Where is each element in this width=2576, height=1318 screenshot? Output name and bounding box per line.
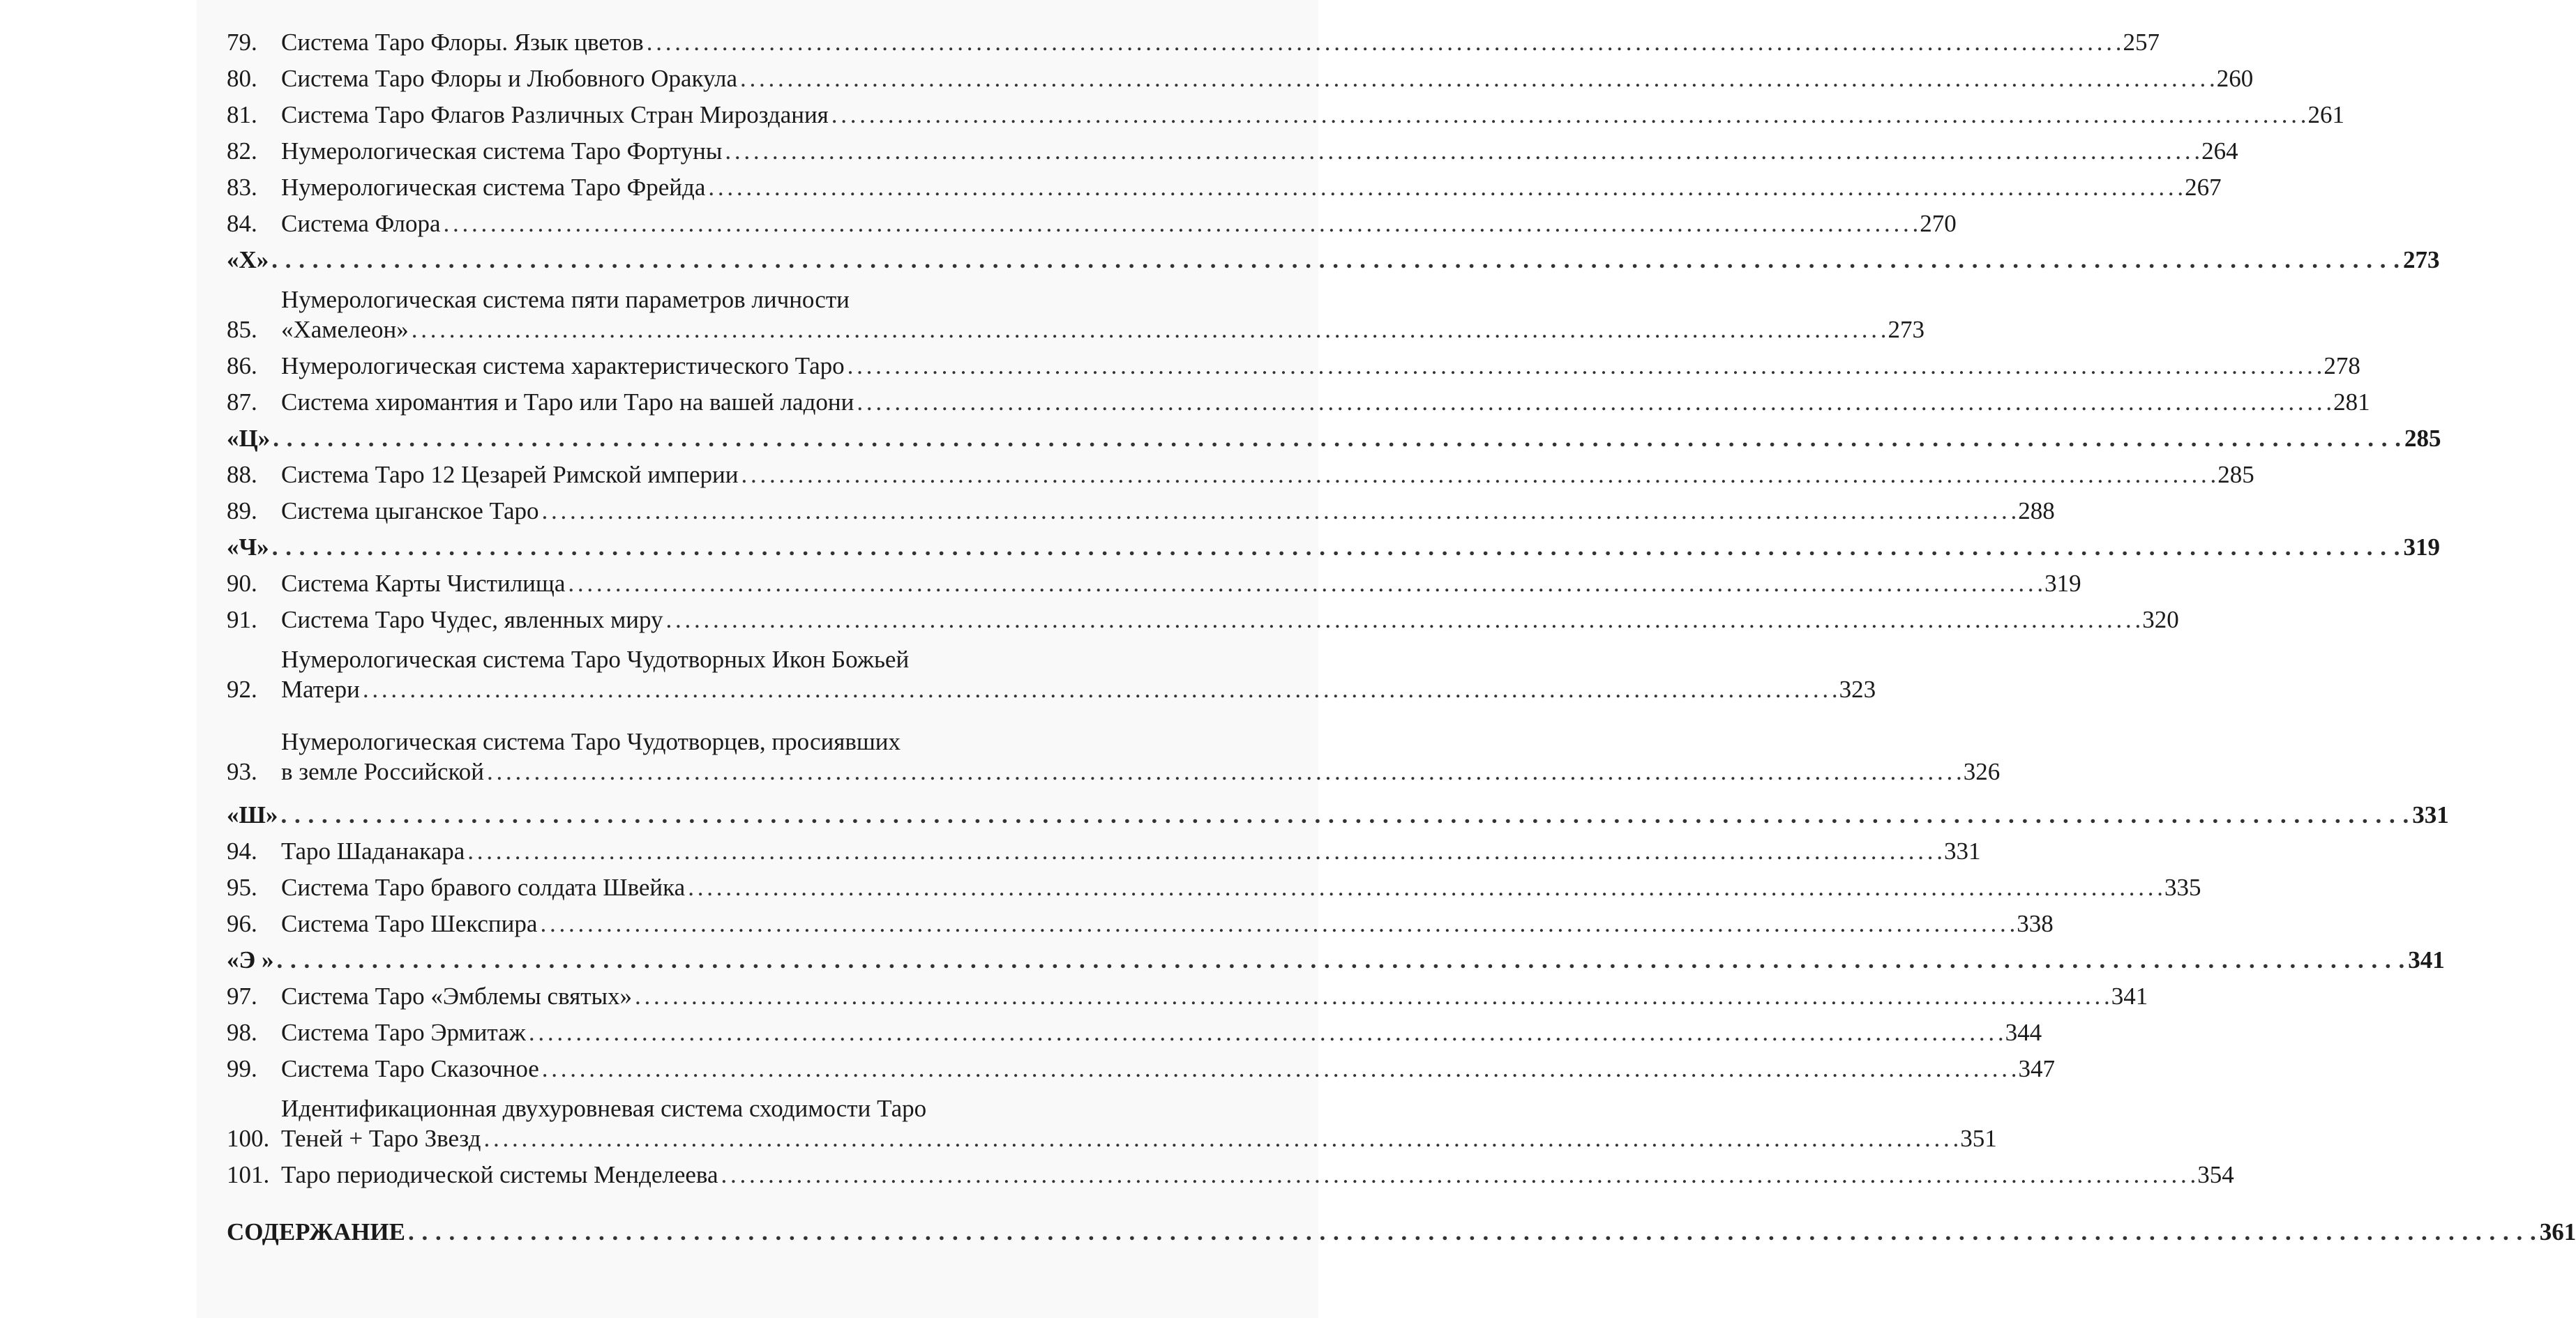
toc-page-number: 288	[2018, 497, 2055, 524]
toc-entry-title: Система Таро Флоры и Любовного Оракула	[281, 65, 738, 92]
dot-leader	[540, 909, 2014, 939]
toc-section-heading	[227, 1211, 2576, 1247]
toc-entry	[227, 1153, 2234, 1190]
toc-entry-title: Система Карты Чистилища	[281, 570, 566, 597]
toc-entry	[227, 93, 2345, 130]
toc-entry-number: 98.	[227, 1019, 257, 1046]
dot-leader	[529, 1017, 2003, 1047]
toc-entry-title: Система Таро Флоры. Язык цветов	[281, 29, 644, 56]
toc-page-number: 278	[2323, 352, 2360, 379]
dot-leader	[647, 27, 2121, 57]
toc-entry	[227, 830, 1981, 866]
toc-entry	[227, 453, 2254, 490]
dot-leader	[487, 757, 1961, 787]
dot-leader	[721, 1160, 2195, 1190]
toc-entry-number: 88.	[227, 461, 257, 488]
toc-entry	[227, 490, 2055, 526]
toc-entry-number: 84.	[227, 210, 257, 237]
toc-entry	[227, 1084, 1997, 1153]
toc-entry-number: 99.	[227, 1055, 257, 1082]
dot-leader	[848, 351, 2321, 381]
dot-leader	[444, 209, 1918, 238]
toc-page-number: 320	[2142, 606, 2179, 633]
section-letter: «Ш»	[227, 801, 278, 828]
toc-page-number: 319	[2403, 533, 2440, 561]
toc-entry-title: Теней + Таро Звезд	[281, 1125, 481, 1152]
dot-leader	[740, 63, 2214, 93]
toc-entry-title: Система Таро Чудес, явленных миру	[281, 606, 663, 633]
dot-leader	[725, 136, 2199, 166]
toc-entry-number: 95.	[227, 874, 257, 901]
toc-entry-title: Нумерологическая система Таро Фортуны	[281, 137, 723, 165]
toc-entry-number: 94.	[227, 838, 257, 865]
toc-entry-title: Система Таро «Эмблемы святых»	[281, 983, 633, 1010]
toc-entry-title-line1: Нумерологическая система Таро Чудотворцев, просиявших	[281, 728, 901, 755]
toc-page-number: 335	[2164, 874, 2201, 901]
toc-entry-title: Таро Шаданакара	[281, 838, 465, 865]
toc-entry-number: 87.	[227, 388, 257, 416]
toc-page-number: 285	[2404, 425, 2441, 452]
toc-section-heading	[227, 794, 2449, 830]
dot-leader	[741, 460, 2215, 490]
dot-leader	[280, 800, 2409, 830]
dot-leader	[412, 315, 1885, 344]
toc-entry-title: Система Таро Сказочное	[281, 1055, 539, 1082]
toc-section-heading	[227, 238, 2440, 275]
toc-section-heading	[227, 526, 2440, 562]
table-of-contents	[227, 21, 2576, 1247]
section-letter: СОДЕРЖАНИЕ	[227, 1218, 406, 1245]
toc-entry-title-line1: Идентификационная двухуровневая система сходимости Таро	[281, 1095, 927, 1122]
dot-leader	[708, 172, 2182, 202]
toc-page-number: 341	[2408, 946, 2445, 974]
toc-page-number: 267	[2185, 174, 2222, 201]
toc-entry-title: Система Таро 12 Цезарей Римской империи	[281, 461, 739, 488]
toc-entry-title: Система Таро бравого солдата Швейка	[281, 874, 686, 901]
toc-entry-title: Таро периодической системы Менделеева	[281, 1161, 718, 1188]
toc-entry-number: 85.	[227, 316, 257, 343]
toc-entry-title: Нумерологическая система характеристического Таро	[281, 352, 845, 379]
toc-page-number: 326	[1963, 758, 2001, 785]
toc-entry-number: 91.	[227, 606, 257, 633]
toc-page-number: 323	[1839, 676, 1876, 703]
toc-page-number: 331	[2412, 801, 2449, 828]
dot-leader	[666, 605, 2140, 635]
toc-entry	[227, 635, 1876, 704]
toc-entry-title: Матери	[281, 676, 360, 703]
toc-entry-title: в земле Российской	[281, 758, 485, 785]
toc-entry-title-line1: Нумерологическая система пяти параметров личности	[281, 286, 850, 313]
toc-entry-number: 93.	[227, 758, 257, 785]
toc-entry-title: Система хиромантия и Таро или Таро на вашей ладони	[281, 388, 854, 416]
toc-entry	[227, 381, 2370, 417]
dot-leader	[363, 674, 1837, 704]
toc-entry	[227, 975, 2148, 1011]
toc-page-number: 347	[2018, 1055, 2056, 1082]
toc-section-heading	[227, 417, 2441, 453]
toc-entry-title: Система Флора	[281, 210, 441, 237]
toc-entry-number: 86.	[227, 352, 257, 379]
toc-entry-title-line1: Нумерологическая система Таро Чудотворных Икон Божьей	[281, 646, 910, 673]
toc-page-number: 338	[2017, 910, 2054, 937]
toc-page-number: 261	[2307, 101, 2345, 128]
toc-entry	[227, 902, 2054, 939]
toc-page-number: 331	[1944, 838, 1981, 865]
toc-page-number: 344	[2005, 1019, 2042, 1046]
toc-page-number: 260	[2216, 65, 2254, 92]
section-letter: «Ц»	[227, 425, 271, 452]
toc-page-number: 270	[1920, 210, 1957, 237]
dot-leader	[568, 568, 2042, 598]
toc-page-number: 351	[1960, 1125, 1997, 1152]
toc-entry	[227, 562, 2081, 598]
dot-leader	[272, 532, 2401, 562]
toc-entry-number: 81.	[227, 101, 257, 128]
dot-leader	[857, 387, 2330, 417]
section-letter: «Х»	[227, 246, 269, 273]
toc-entry-number: 100.	[227, 1125, 270, 1152]
toc-entry-number: 83.	[227, 174, 257, 201]
dot-leader	[408, 1217, 2537, 1247]
toc-entry-number: 92.	[227, 676, 257, 703]
toc-page-number: 361	[2539, 1218, 2576, 1245]
toc-page-number: 273	[1888, 316, 1925, 343]
section-letter: «Э »	[227, 946, 274, 974]
toc-page-number: 281	[2333, 388, 2370, 416]
toc-page-number: 264	[2201, 137, 2238, 165]
dot-leader	[273, 423, 2402, 453]
toc-entry-title: Система Таро Флагов Различных Стран Мироздания	[281, 101, 829, 128]
toc-entry-number: 90.	[227, 570, 257, 597]
toc-entry	[227, 275, 1925, 344]
toc-entry-number: 89.	[227, 497, 257, 524]
toc-section-heading	[227, 939, 2445, 975]
toc-entry-title: Нумерологическая система Таро Фрейда	[281, 174, 706, 201]
toc-page-number: 285	[2217, 461, 2254, 488]
dot-leader	[542, 1054, 2016, 1084]
toc-page-number: 257	[2123, 29, 2160, 56]
toc-entry-number: 82.	[227, 137, 257, 165]
section-letter: «Ч»	[227, 533, 269, 561]
toc-entry-number: 80.	[227, 65, 257, 92]
toc-entry-title: Система Таро Шекспира	[281, 910, 538, 937]
toc-entry-number: 97.	[227, 983, 257, 1010]
dot-leader	[831, 100, 2305, 130]
toc-entry-title: Система цыганское Таро	[281, 497, 539, 524]
toc-page-number: 354	[2197, 1161, 2234, 1188]
toc-entry	[227, 1011, 2042, 1047]
toc-entry	[227, 202, 1957, 238]
toc-entry	[227, 704, 2001, 787]
toc-entry	[227, 57, 2254, 93]
toc-entry	[227, 598, 2179, 635]
toc-entry-number: 79.	[227, 29, 257, 56]
toc-entry	[227, 166, 2222, 202]
dot-leader	[271, 245, 2400, 275]
toc-entry	[227, 866, 2201, 902]
toc-entry	[227, 1047, 2056, 1084]
toc-entry-number: 96.	[227, 910, 257, 937]
dot-leader	[542, 496, 2016, 526]
dot-leader	[483, 1123, 1957, 1153]
dot-leader	[635, 981, 2109, 1011]
toc-entry-title: Система Таро Эрмитаж	[281, 1019, 526, 1046]
toc-entry	[227, 344, 2360, 381]
toc-page-number: 341	[2111, 983, 2148, 1010]
toc-entry-title: «Хамелеон»	[281, 316, 409, 343]
toc-page-number: 319	[2044, 570, 2081, 597]
dot-leader	[277, 945, 2406, 975]
toc-page-number: 273	[2403, 246, 2440, 273]
toc-entry	[227, 130, 2238, 166]
dot-leader	[467, 836, 1941, 866]
dot-leader	[688, 872, 2162, 902]
toc-entry-number: 101.	[227, 1161, 270, 1188]
toc-entry	[227, 21, 2160, 57]
